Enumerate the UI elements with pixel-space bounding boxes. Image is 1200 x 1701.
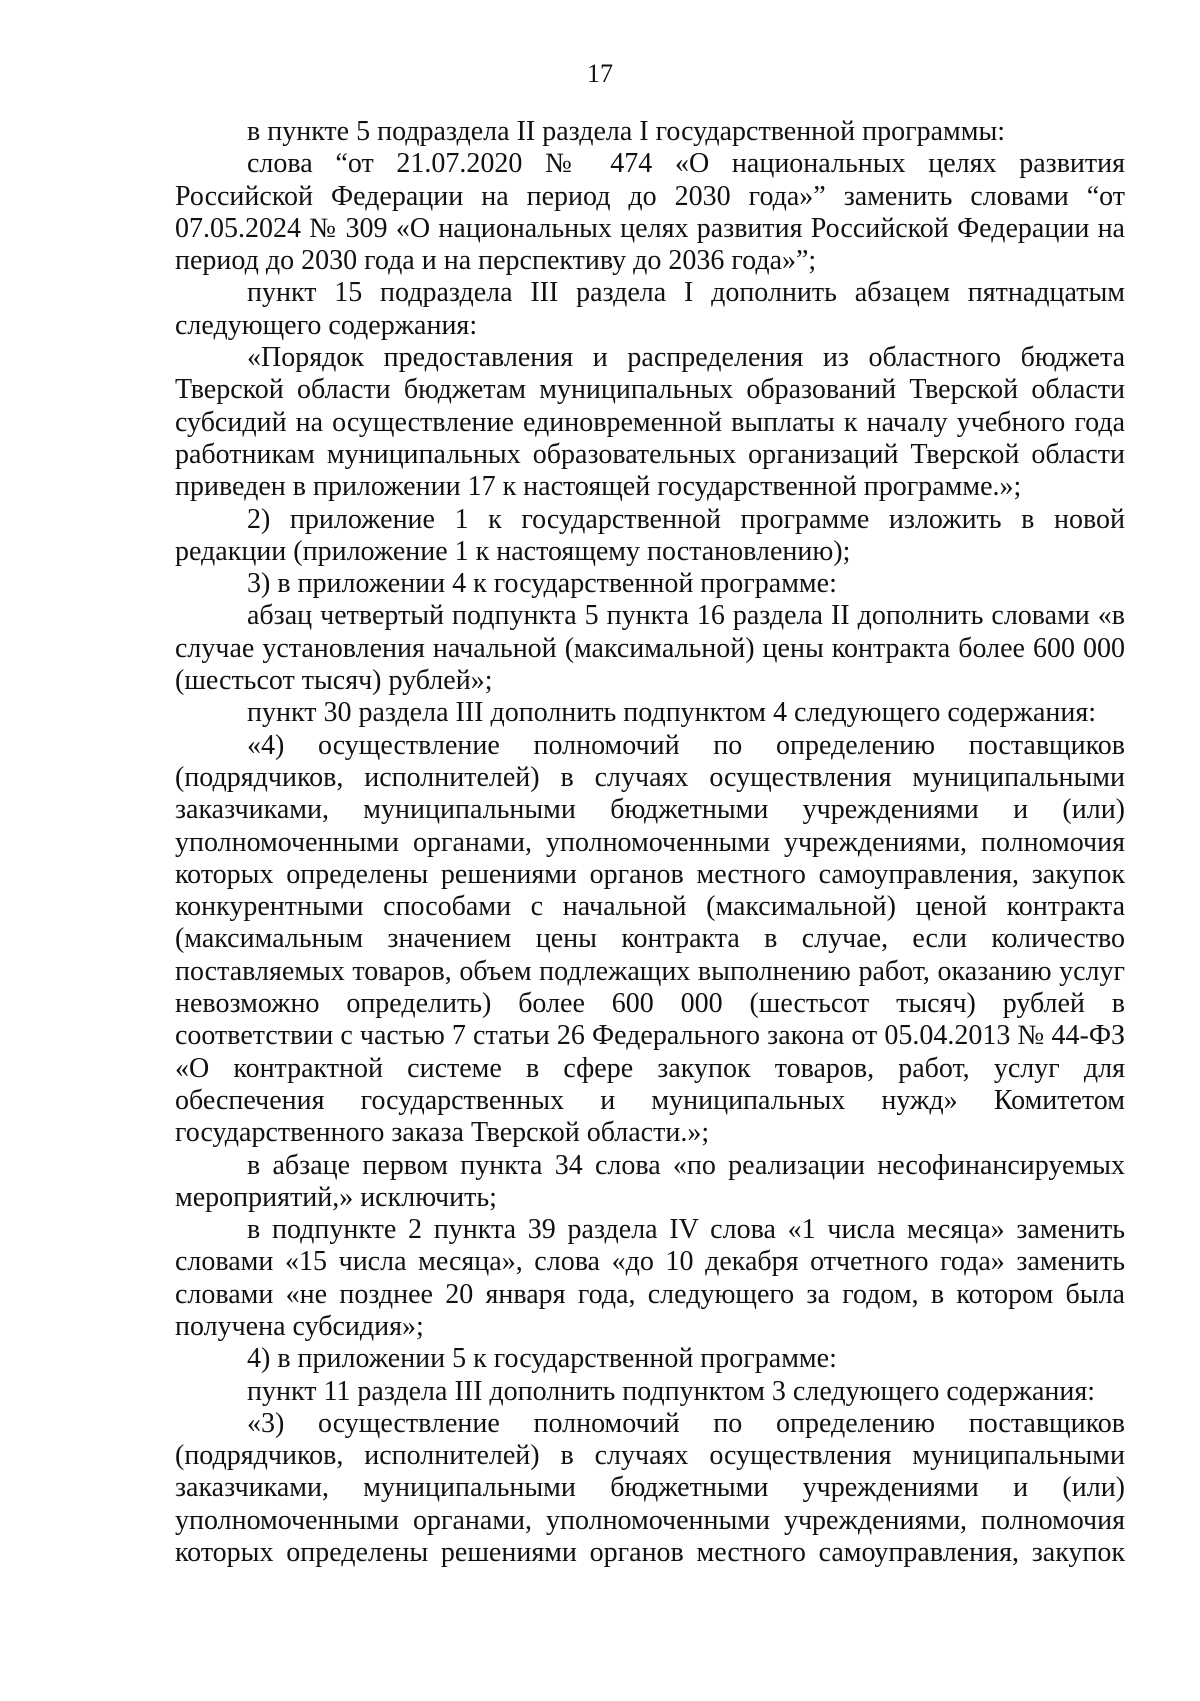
page-number: 17 <box>587 59 613 88</box>
paragraph: 3) в приложении 4 к государственной программе: <box>247 568 837 600</box>
paragraph: пункт 30 раздела III дополнить подпунктом 4 следующего содержания: <box>247 697 1097 729</box>
paragraph: в абзаце первом пункта 34 слова «по реализации несофинансируемых мероприятий,» исключить; <box>175 1149 1125 1213</box>
paragraph: слова “от 21.07.2020 № 474 «О национальных целях развития Российской Федерации на период до 2030 года»” заменить словами “от 07.05.2024 № 309 «О национальных целях развития Российской Федерации на период до 2030 года и на перспективу до 2036 года»”; <box>175 148 1125 277</box>
paragraph: «Порядок предоставления и распределения из областного бюджета Тверской области бюджетам муниципальных образований Тверской области субсидий на осуществление единовременной выплаты к началу учебного года работникам муниципальных образовательных организаций Тверской области приведен в приложении 17 к настоящей государственной программе.»; <box>175 342 1125 503</box>
paragraph: в подпункте 2 пункта 39 раздела IV слова «1 числа месяца» заменить словами «15 числа месяца», слова «до 10 декабря отчетного года» заменить словами «не позднее 20 января года, следующего за годом, в котором была получена субсидия»; <box>175 1214 1125 1342</box>
paragraph: пункт 15 подраздела III раздела I дополнить абзацем пятнадцатым следующего содержания: <box>175 277 1125 341</box>
paragraph: «4) осуществление полномочий по определению поставщиков (подрядчиков, исполнителей) в случаях осуществления муниципальными заказчиками, муниципальными бюджетными учреждениями и (или) уполномоченными органами, уполномоченными учреждениями, полномочия которых определены решениями органов местного самоуправления, закупок конкурентными способами с начальной (максимальной) ценой контракта (максимальным значением цены контракта в случае, если количество поставляемых товаров, объем подлежащих выполнению работ, оказанию услуг невозможно определить) более 600 000 (шестьсот тысяч) рублей в соответствии с частью 7 статьи 26 Федерального закона от 05.04.2013 № 44-ФЗ «О контрактной системе в сфере закупок товаров, работ, услуг для обеспечения государственных и муниципальных нужд» Комитетом государственного заказа Тверской области.»; <box>175 729 1125 1149</box>
paragraph: абзац четвертый подпункта 5 пункта 16 раздела II дополнить словами «в случае установления начальной (максимальной) цены контракта более 600 000 (шестьсот тысяч) рублей»; <box>175 600 1125 697</box>
paragraph: 2) приложение 1 к государственной программе изложить в новой редакции (приложение 1 к настоящему постановлению); <box>175 503 1125 567</box>
document-body <box>175 116 1125 1569</box>
paragraph: 4) в приложении 5 к государственной программе: <box>247 1343 837 1375</box>
paragraph: пункт 11 раздела III дополнить подпунктом 3 следующего содержания: <box>247 1375 1096 1407</box>
paragraph: в пункте 5 подраздела II раздела I государственной программы: <box>247 116 1006 147</box>
paragraph: «3) осуществление полномочий по определению поставщиков (подрядчиков, исполнителей) в случаях осуществления муниципальными заказчиками, муниципальными бюджетными учреждениями и (или) уполномоченными органами, уполномоченными учреждениями, полномочия которых определены решениями органов местного самоуправления, закупок <box>175 1407 1125 1569</box>
